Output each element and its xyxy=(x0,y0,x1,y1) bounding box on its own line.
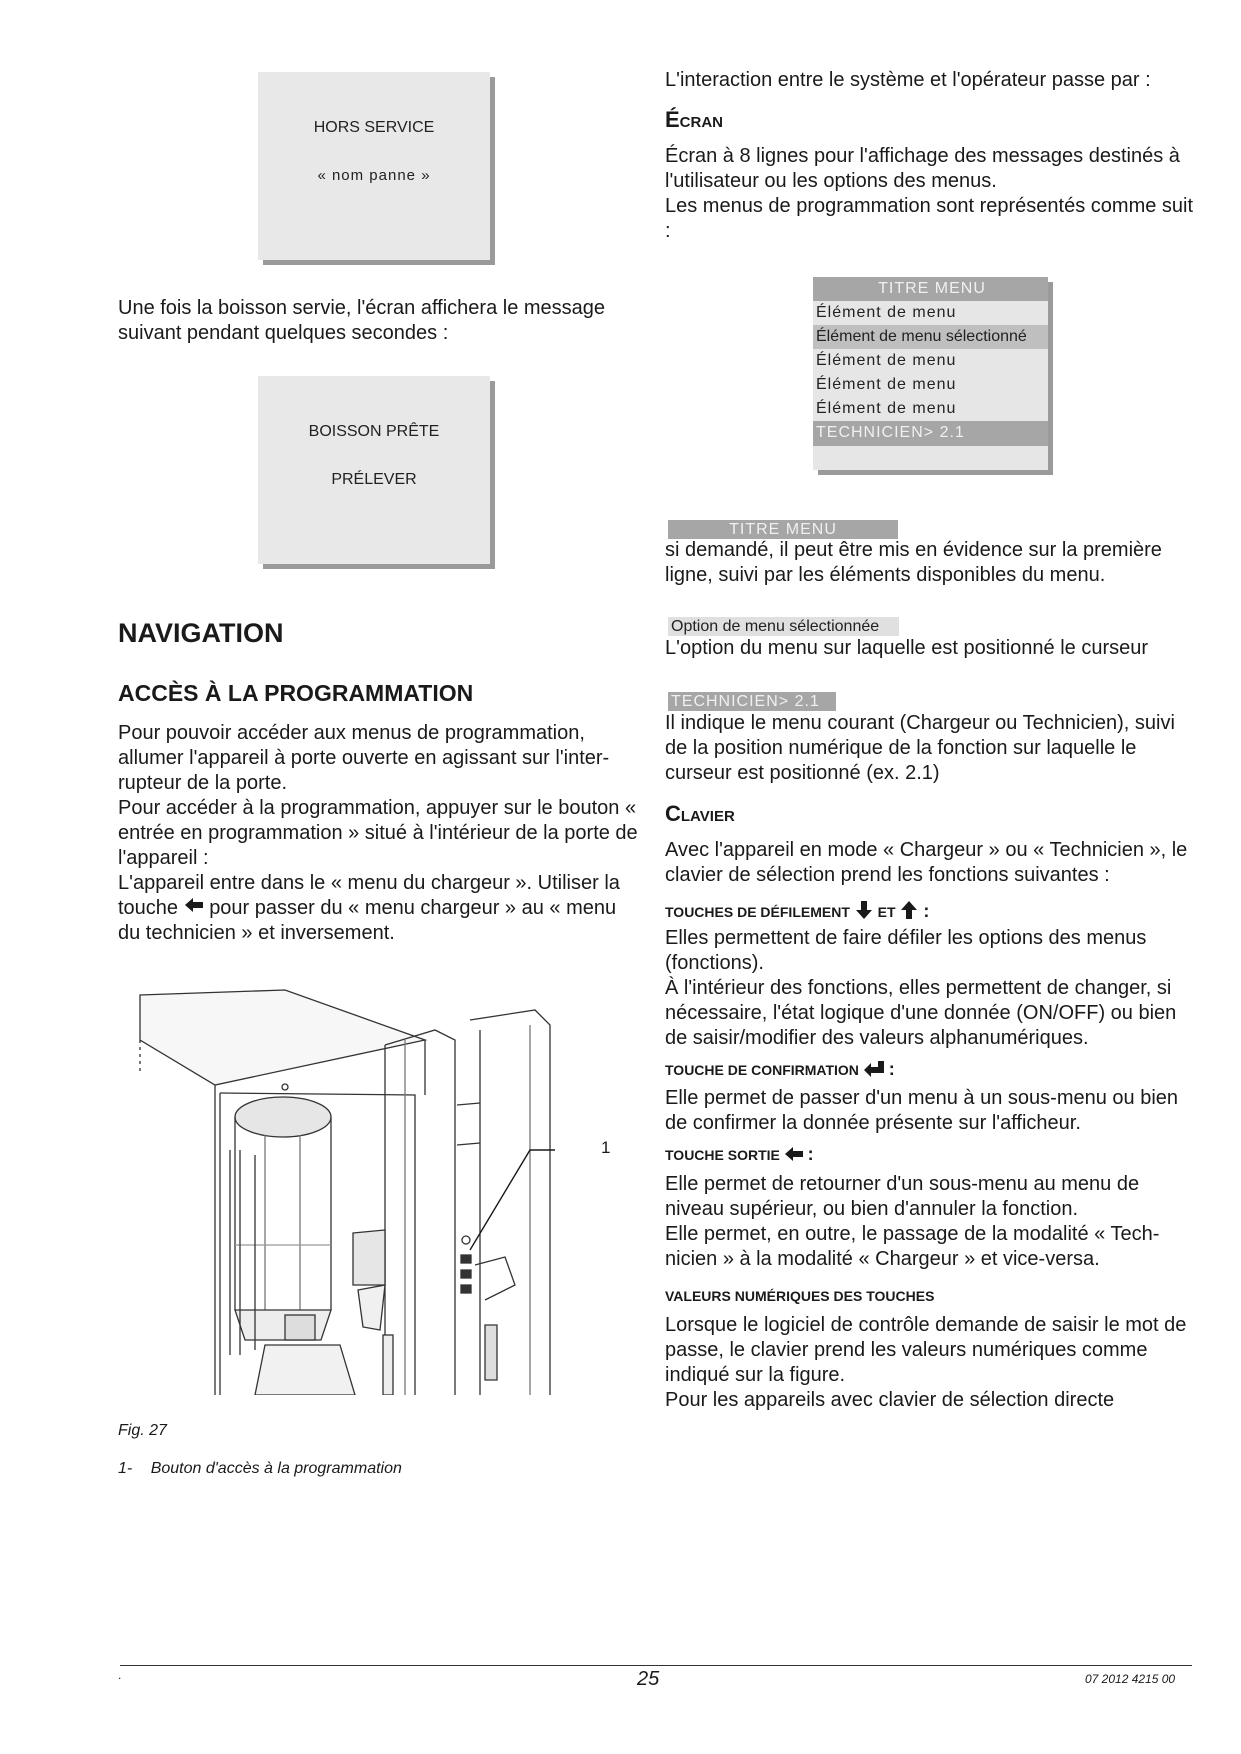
subsection-title-access: ACCÈS À LA PROGRAMMATION xyxy=(118,680,474,706)
menu-item-row: Élément de menu xyxy=(816,400,957,417)
menu-item-row-selected: Élément de menu sélectionné xyxy=(813,325,1048,349)
scroll-keys-heading xyxy=(665,900,929,922)
exit-key-paragraph-1: Elle permet de retourner d'un sous-menu au menu de niveau supérieur, ou bien d'annuler la fonction. xyxy=(665,1173,1140,1220)
menu-title-row: TITRE MENU xyxy=(813,277,1048,301)
access-text-block xyxy=(118,721,638,946)
ecran-paragraph-2: Les menus de programmation sont représentés comme suit : xyxy=(665,195,1194,242)
numeric-values-paragraph-2: Pour les appareils avec clavier de sélection directe xyxy=(665,1389,1115,1411)
scroll-keys-and: ET xyxy=(877,904,896,920)
document-code: 07 2012 4215 00 xyxy=(1085,1672,1176,1686)
footer-dot: . xyxy=(118,1668,122,1682)
subsection-title-clavier: Clavier xyxy=(665,801,735,826)
display-out-of-service xyxy=(258,72,490,260)
chip-selected-option: Option de menu sélectionnée xyxy=(668,617,899,636)
confirm-key-heading xyxy=(665,1059,895,1080)
figure-caption: Fig. 27 xyxy=(118,1422,167,1439)
subsection-title-ecran: Écran xyxy=(665,107,724,132)
scroll-keys-text xyxy=(665,926,1195,1051)
numeric-values-text xyxy=(665,1313,1195,1413)
enter-arrow-icon xyxy=(863,1062,885,1078)
section-title-navigation: NAVIGATION xyxy=(118,618,284,648)
exit-key-paragraph-2: Elle permet, en outre, le passage de la modalité « Tech-nicien » à la modalité « Chargeur » et vice-versa. xyxy=(665,1223,1160,1270)
exit-key-label: TOUCHE SORTIE xyxy=(665,1147,780,1163)
scroll-keys-paragraph-1: Elles permettent de faire défiler les options des menus (fonctions). xyxy=(665,927,1147,974)
figure-legend-text: Bouton d'accès à la programmation xyxy=(150,1460,402,1477)
ecran-text-block xyxy=(665,144,1195,244)
menu-item-row: Élément de menu xyxy=(816,376,957,393)
access-paragraph-2: Pour accéder à la programmation, appuyer sur le bouton « entrée en programmation » situé à l'intérieur de la porte de l'appareil : xyxy=(118,797,638,869)
interaction-intro: L'interaction entre le système et l'opérateur passe par : xyxy=(665,69,1151,91)
exit-key-colon: : xyxy=(807,1144,814,1164)
display-line-2: « nom panne » xyxy=(317,167,431,184)
menu-item-row: Élément de menu xyxy=(816,352,957,369)
display-line-1: BOISSON PRÊTE xyxy=(308,423,440,440)
confirm-key-label: TOUCHE DE CONFIRMATION xyxy=(665,1062,859,1078)
chip-technician-status: TECHNICIEN> 2.1 xyxy=(668,692,836,711)
exit-key-text xyxy=(665,1172,1195,1272)
page-number: 25 xyxy=(637,1668,660,1690)
figure-legend-number: 1- xyxy=(118,1460,133,1477)
chip-selected-option-description: L'option du menu sur laquelle est positionné le curseur xyxy=(665,637,1149,659)
chip-menu-title: TITRE MENU xyxy=(668,520,898,539)
chip-menu-title-description: si demandé, il peut être mis en évidence sur la première ligne, suivi par les éléments disponibles du menu. xyxy=(665,539,1162,586)
exit-arrow-icon xyxy=(784,1147,804,1163)
exit-arrow-icon xyxy=(184,897,204,919)
access-paragraph-3 xyxy=(118,871,638,946)
clavier-intro: Avec l'appareil en mode « Chargeur » ou « Technicien », le clavier de sélection prend les fonctions suivantes : xyxy=(665,839,1188,886)
intro-drink-paragraph xyxy=(118,296,638,346)
access-paragraph-1: Pour pouvoir accéder aux menus de programmation, allumer l'appareil à porte ouverte en agissant sur l'inter-rupteur de la porte. xyxy=(118,722,610,794)
confirm-key-colon: : xyxy=(888,1059,895,1079)
numeric-values-paragraph-1: Lorsque le logiciel de contrôle demande de saisir le mot de passe, le clavier prend les valeurs numériques comme indiqué sur la figure. xyxy=(665,1314,1187,1386)
display-line-1: HORS SERVICE xyxy=(313,119,435,136)
figure-callout-number: 1 xyxy=(601,1138,611,1157)
menu-item-row: Élément de menu xyxy=(816,304,957,321)
scroll-keys-colon: : xyxy=(923,901,930,921)
numeric-values-heading: VALEURS NUMÉRIQUES DES TOUCHES xyxy=(665,1288,935,1304)
footer-divider xyxy=(120,1665,1192,1666)
figure-legend xyxy=(118,1460,402,1478)
figure-27-illustration xyxy=(135,985,625,1395)
menu-status-row: TECHNICIEN> 2.1 xyxy=(813,421,1048,446)
intro-drink-text: Une fois la boisson servie, l'écran affichera le message suivant pendant quelques secondes : xyxy=(118,297,606,344)
ecran-paragraph-1: Écran à 8 lignes pour l'affichage des messages destinés à l'utilisateur ou les options des menus. xyxy=(665,145,1180,192)
scroll-keys-label: TOUCHES DE DÉFILEMENT xyxy=(665,904,850,920)
menu-display-example xyxy=(813,277,1048,470)
confirm-key-text: Elle permet de passer d'un menu à un sous-menu ou bien de confirmer la donnée présente sur l'afficheur. xyxy=(665,1087,1179,1134)
arrow-up-icon xyxy=(899,904,919,920)
exit-key-heading xyxy=(665,1144,814,1165)
display-line-2: PRÉLEVER xyxy=(331,471,417,488)
arrow-down-icon xyxy=(854,904,874,920)
access-paragraph-3-end: pour passer du « menu chargeur » au « menu du technicien » et inversement. xyxy=(118,897,617,944)
chip-technician-description: Il indique le menu courant (Chargeur ou Technicien), suivi de la position numérique de la fonction sur laquelle le curseur est positionné (ex. 2.1) xyxy=(665,712,1175,784)
display-drink-ready xyxy=(258,376,490,564)
scroll-keys-paragraph-2: À l'intérieur des fonctions, elles permettent de changer, si nécessaire, l'état logique d'une donnée (ON/OFF) ou bien de saisir/modifier des valeurs alphanumériques. xyxy=(665,977,1177,1049)
access-paragraph-3-start: L'appareil entre dans le « menu du chargeur ». Utiliser la touche xyxy=(118,872,620,919)
